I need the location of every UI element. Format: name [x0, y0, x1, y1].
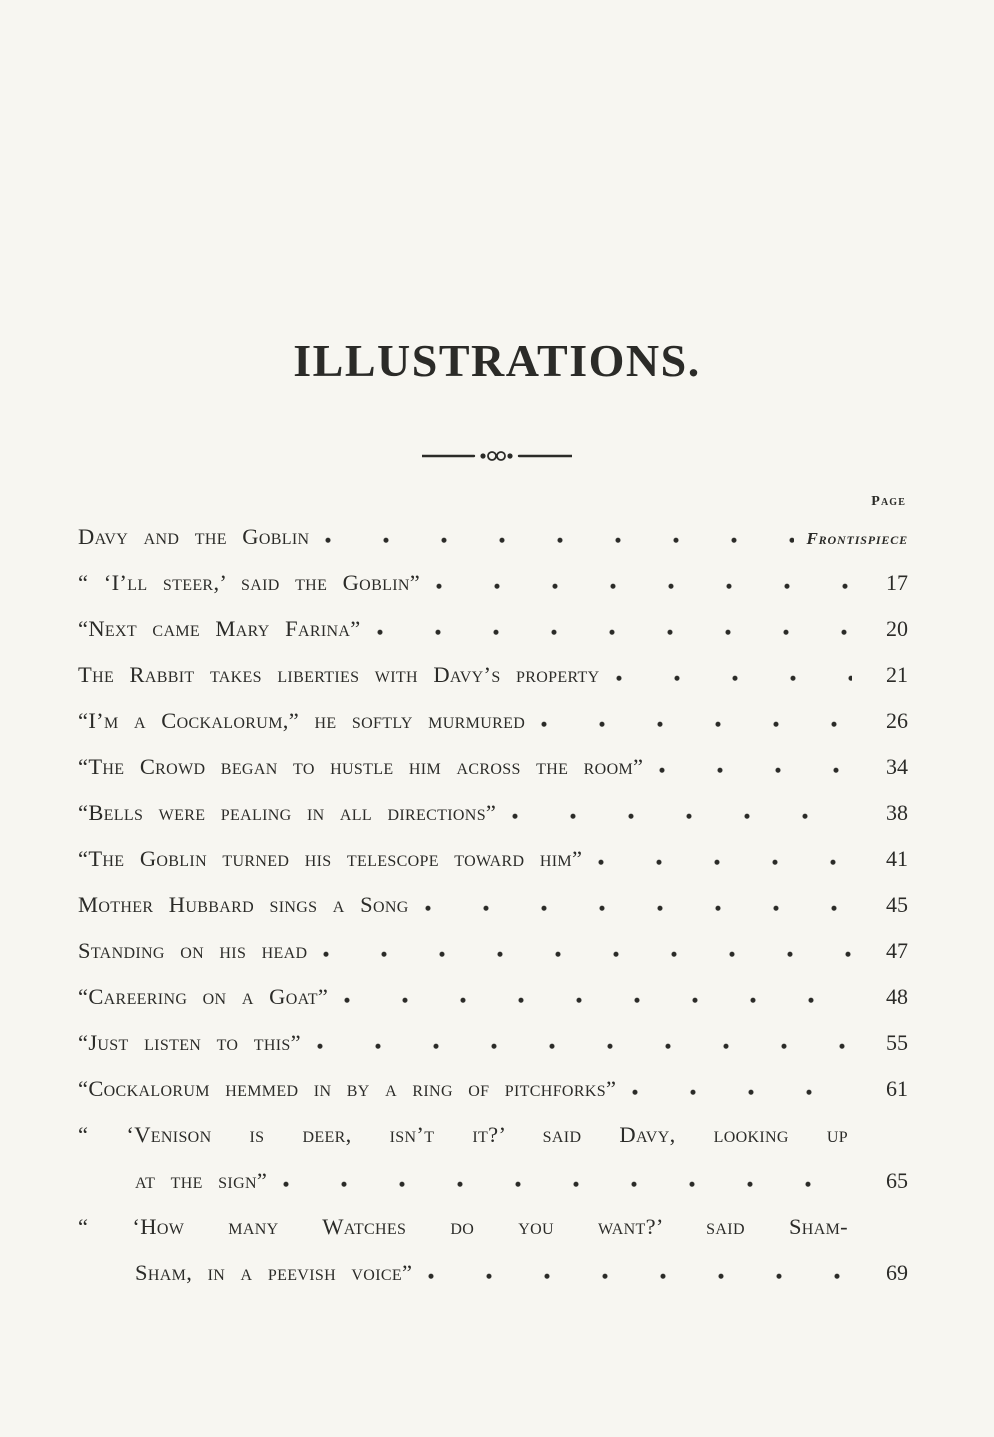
leader-dots — [323, 951, 852, 958]
entry-text: Mother Hubbard sings a Song — [78, 892, 409, 917]
page-column-label: Page — [871, 494, 906, 509]
entry-text: “The Goblin turned his telescope toward him” — [78, 846, 583, 871]
leader-dots — [512, 813, 852, 820]
entry-page-number: Frontispiece — [806, 529, 908, 548]
entry-text: Davy and the Goblin — [78, 524, 310, 549]
toc-entry-line — [78, 1204, 908, 1250]
toc-entry-line — [78, 790, 908, 836]
leader-dots — [541, 721, 852, 728]
toc-entry-line — [78, 1020, 908, 1066]
divider-ornament — [0, 448, 994, 469]
entry-page-number: 20 — [886, 616, 908, 641]
leader-dots — [325, 537, 794, 544]
entry-page-number: 21 — [886, 662, 908, 687]
toc-entry-line — [78, 974, 908, 1020]
entry-text: Sham, in a peevish voice” — [135, 1260, 413, 1285]
entry-text: “I’m a Cockalorum,” he softly murmured — [78, 708, 526, 733]
toc-entry-line — [78, 928, 908, 974]
entry-text: The Rabbit takes liberties with Davy’s property — [78, 662, 600, 687]
entry-page-number: 17 — [886, 570, 908, 595]
entry-page-number: 38 — [886, 800, 908, 825]
entry-text: “Careering on a Goat” — [78, 984, 329, 1009]
toc-entry-line — [78, 1250, 908, 1296]
toc-list — [78, 514, 908, 1296]
entry-page-number: 34 — [886, 754, 908, 779]
entry-text: “Bells were pealing in all directions” — [78, 800, 497, 825]
entry-text: “The Crowd began to hustle him across the room” — [78, 754, 644, 779]
entry-text: “ ‘Venison is deer, isn’t it?’ said Davy, looking up — [78, 1122, 848, 1147]
entry-page-number: 48 — [886, 984, 908, 1009]
entry-page-number: 65 — [886, 1168, 908, 1193]
entry-page-number: 55 — [886, 1030, 908, 1055]
toc-entry-line — [78, 606, 908, 652]
toc-entry-line — [78, 560, 908, 606]
toc-entry-line — [78, 836, 908, 882]
toc-entry-line — [78, 1158, 908, 1204]
entry-page-number: 61 — [886, 1076, 908, 1101]
leader-dots — [598, 859, 852, 866]
leader-dots — [425, 905, 852, 912]
entry-text: “Next came Mary Farina” — [78, 616, 361, 641]
leader-dots — [659, 767, 852, 774]
entry-page-number: 47 — [886, 938, 908, 963]
leader-dots — [377, 629, 852, 636]
entry-text: at the sign” — [135, 1168, 268, 1193]
toc-entry-line — [78, 1066, 908, 1112]
leader-dots — [616, 675, 852, 682]
entry-text: Standing on his head — [78, 938, 308, 963]
divider-ornament-icon — [422, 448, 572, 464]
entry-page-number: 69 — [886, 1260, 908, 1285]
entry-page-number: 45 — [886, 892, 908, 917]
leader-dots — [428, 1273, 852, 1280]
leader-dots — [436, 583, 852, 590]
leader-dots — [283, 1181, 852, 1188]
toc-entry-line — [78, 698, 908, 744]
entry-text: “Just listen to this” — [78, 1030, 301, 1055]
toc-entry-line — [78, 652, 908, 698]
toc-entry-line — [78, 1112, 908, 1158]
entry-text: “Cockalorum hemmed in by a ring of pitchforks” — [78, 1076, 617, 1101]
leader-dots — [632, 1089, 852, 1096]
illustrations-list — [78, 494, 908, 1296]
toc-entry-line — [78, 744, 908, 790]
entry-text: “ ‘I’ll steer,’ said the Goblin” — [78, 570, 421, 595]
leader-dots — [344, 997, 852, 1004]
toc-entry-line — [78, 514, 908, 560]
entry-page-number: 26 — [886, 708, 908, 733]
page-title: ILLUSTRATIONS. — [293, 335, 701, 386]
entry-page-number: 41 — [886, 846, 908, 871]
leader-dots — [317, 1043, 852, 1050]
entry-text: “ ‘How many Watches do you want?’ said Sham- — [78, 1214, 848, 1239]
toc-entry-line — [78, 882, 908, 928]
